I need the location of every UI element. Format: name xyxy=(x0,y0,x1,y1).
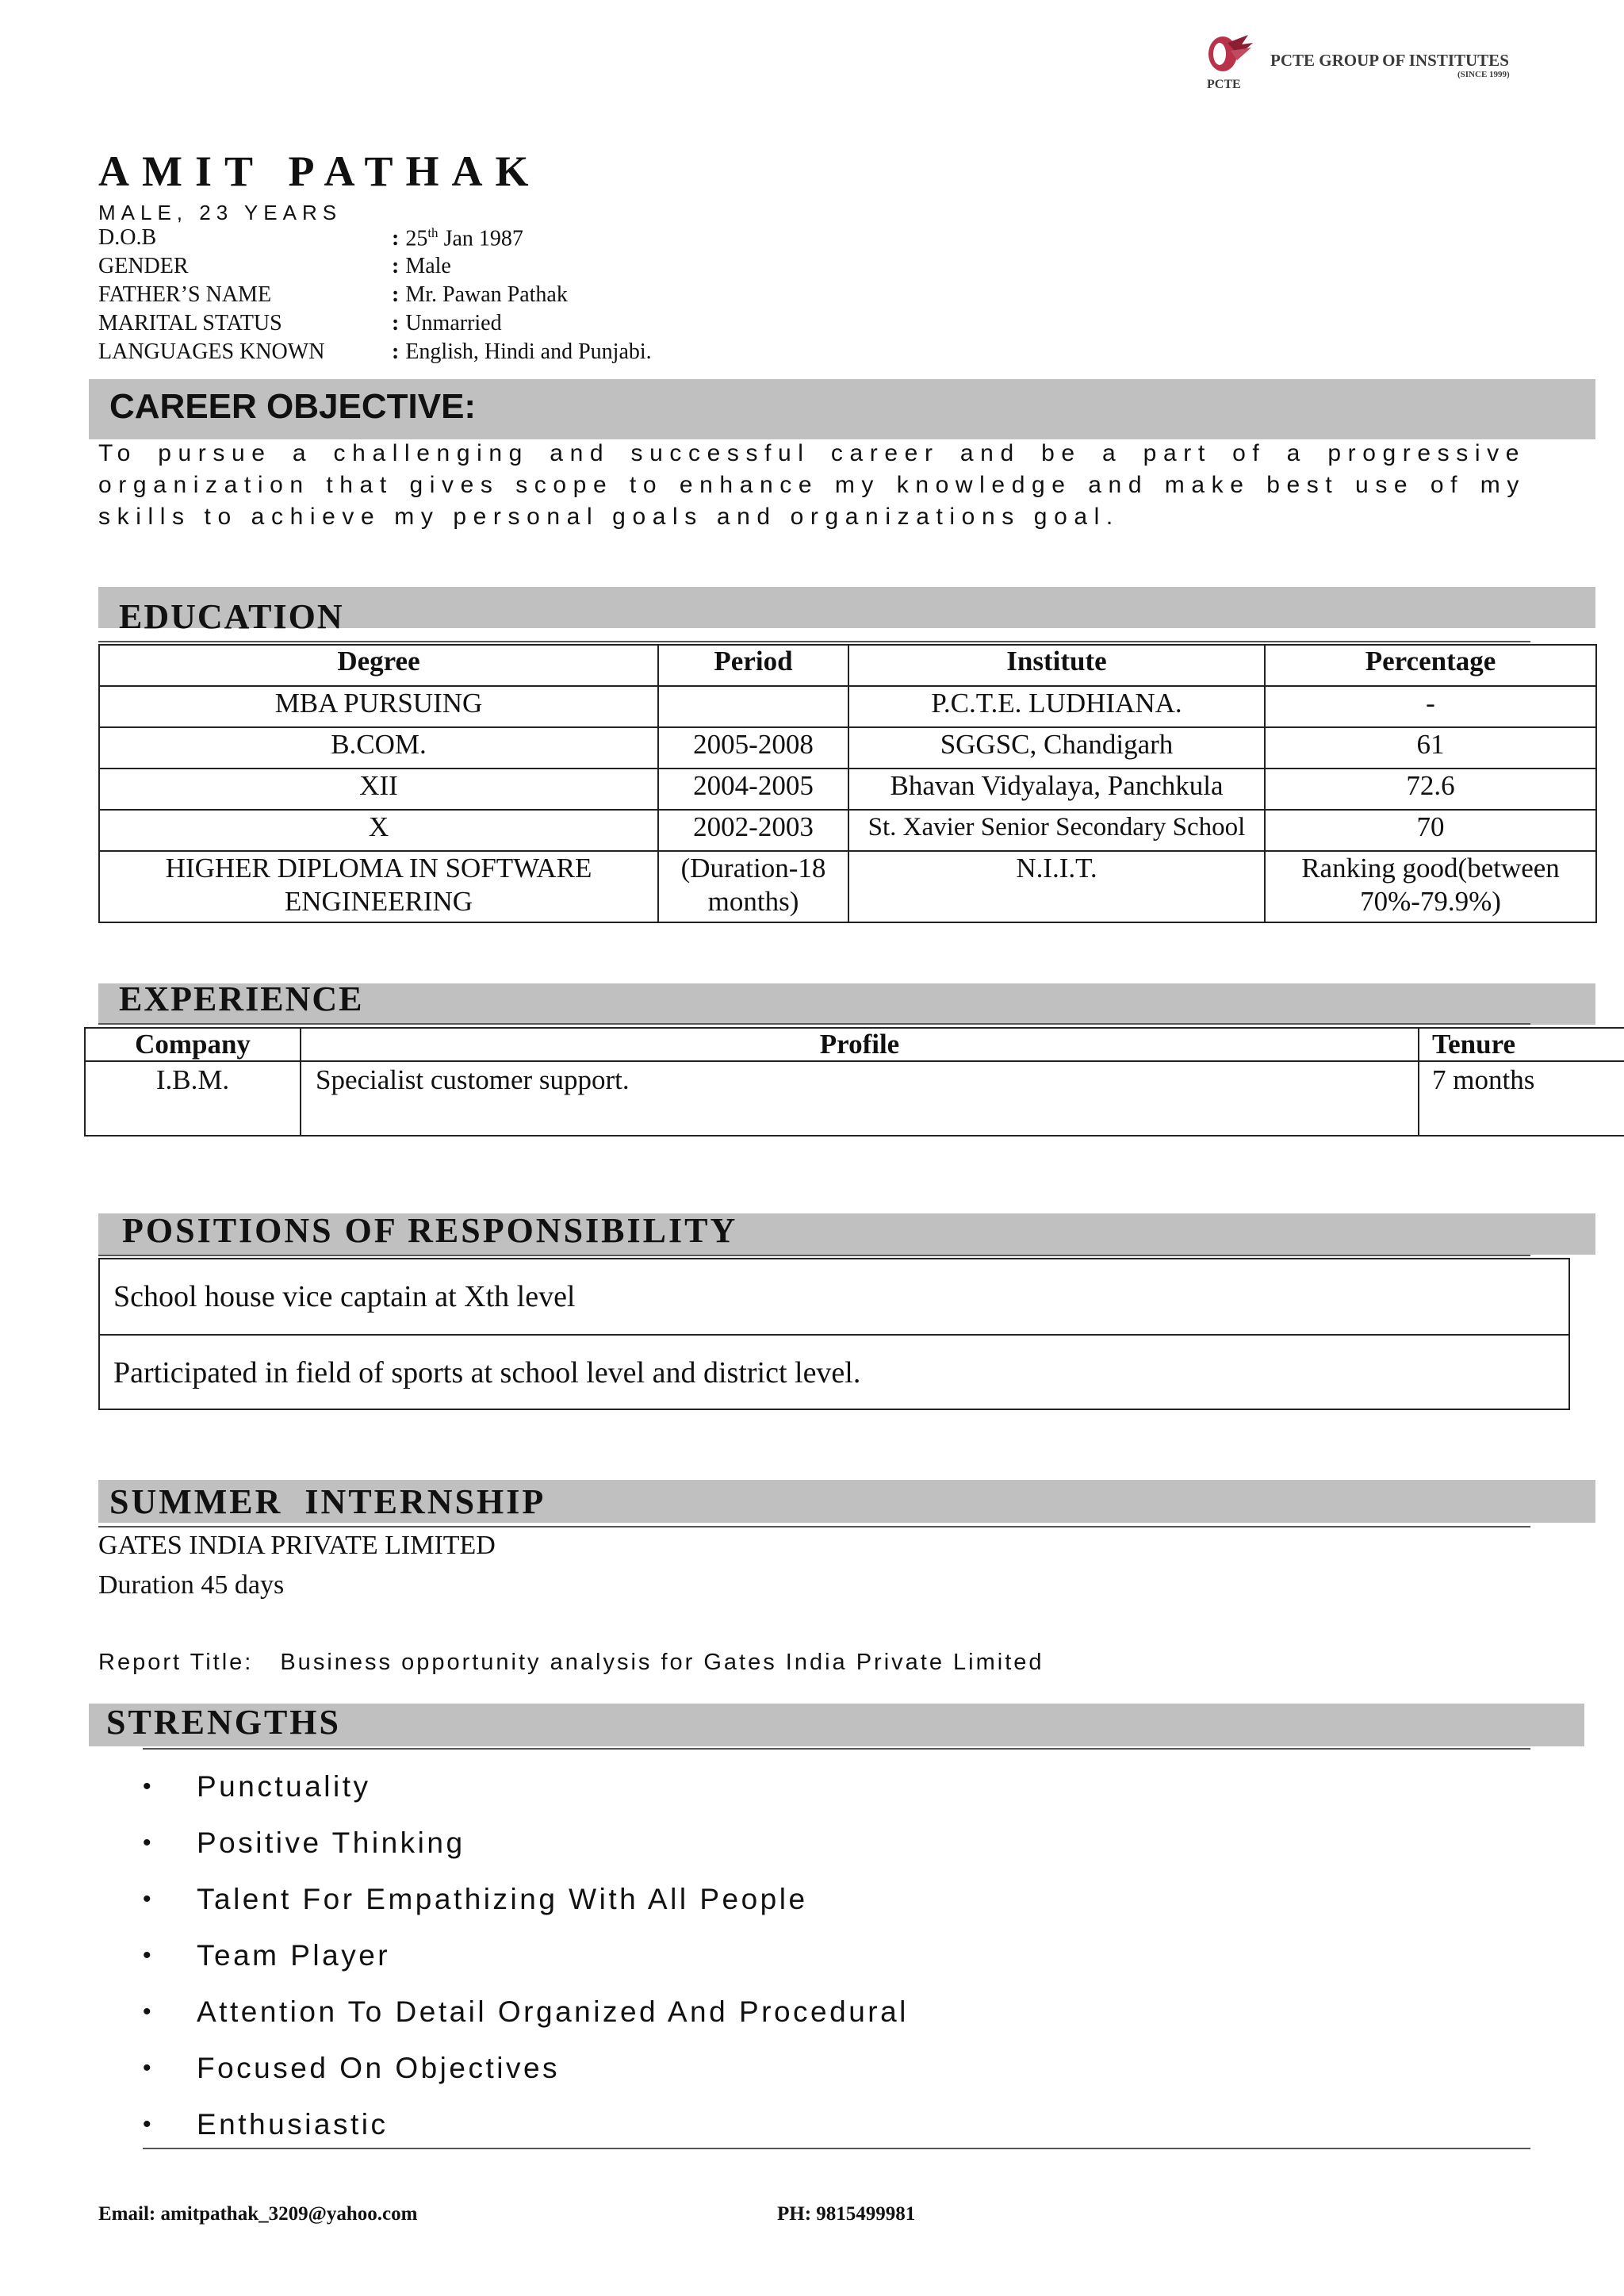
bullet-icon: • xyxy=(143,1773,151,1800)
strengths-list xyxy=(143,1767,909,2161)
column-header-percentage: Percentage xyxy=(1265,645,1596,686)
report-title: Business opportunity analysis for Gates India Private Limited xyxy=(280,1650,1044,1675)
list-item: • Punctuality xyxy=(143,1767,909,1823)
percentage-cell: - xyxy=(1265,686,1596,727)
info-value: : Unmarried xyxy=(392,311,502,335)
institute-cell: St. Xavier Senior Secondary School xyxy=(848,810,1265,851)
info-value: : Mr. Pawan Pathak xyxy=(392,282,568,307)
footer-email: Email: amitpathak_3209@yahoo.com xyxy=(98,2203,418,2225)
report-label: Report Title: xyxy=(98,1650,254,1675)
bullet-icon: • xyxy=(143,1830,151,1856)
bullet-icon: • xyxy=(143,2111,151,2137)
table-row xyxy=(99,686,1596,727)
table-row xyxy=(99,727,1596,769)
info-label: MARITAL STATUS xyxy=(98,311,282,335)
table-row xyxy=(99,810,1596,851)
experience-title: EXPERIENCE xyxy=(119,979,364,1018)
period-cell xyxy=(658,686,848,727)
percentage-cell: 72.6 xyxy=(1265,769,1596,810)
positions-title: POSITIONS OF RESPONSIBILITY xyxy=(122,1211,738,1250)
institute-logo xyxy=(1196,27,1529,103)
percentage-cell: 70 xyxy=(1265,810,1596,851)
candidate-name: AMIT PATHAK xyxy=(98,148,542,195)
degree-cell: MBA PURSUING xyxy=(99,686,658,727)
period-cell: 2004-2005 xyxy=(658,769,848,810)
logo-abbr-text: PCTE xyxy=(1207,78,1241,91)
percentage-cell: Ranking good(between 70%-79.9%) xyxy=(1265,851,1596,922)
education-table xyxy=(98,644,1597,923)
tenure-cell: 7 months xyxy=(1419,1061,1624,1136)
logo-since-text: (SINCE 1999) xyxy=(1457,70,1510,79)
list-item: • Positive Thinking xyxy=(143,1823,909,1880)
internship-company: GATES INDIA PRIVATE LIMITED xyxy=(98,1531,496,1560)
table-header-row xyxy=(99,645,1596,686)
list-item: School house vice captain at Xth level xyxy=(113,1280,576,1313)
info-label: LANGUAGES KNOWN xyxy=(98,339,325,364)
info-value: : English, Hindi and Punjabi. xyxy=(392,339,652,364)
column-header-tenure: Tenure xyxy=(1419,1028,1624,1061)
list-item: • Team Player xyxy=(143,1936,909,1992)
column-header-company: Company xyxy=(85,1028,301,1061)
candidate-subtitle: MALE, 23 YEARS xyxy=(98,201,343,224)
experience-table xyxy=(84,1027,1624,1137)
logo-brand-text: PCTE GROUP OF INSTITUTES xyxy=(1270,51,1509,70)
degree-cell: B.COM. xyxy=(99,727,658,769)
degree-cell: HIGHER DIPLOMA IN SOFTWARE ENGINEERING xyxy=(99,851,658,922)
pcte-emblem-icon xyxy=(1196,27,1259,82)
education-title: EDUCATION xyxy=(119,597,344,636)
strengths-title: STRENGTHS xyxy=(106,1703,341,1742)
period-cell: (Duration-18 months) xyxy=(658,851,848,922)
table-row xyxy=(99,851,1596,922)
bullet-icon: • xyxy=(143,1886,151,1912)
period-cell: 2002-2003 xyxy=(658,810,848,851)
table-header-row xyxy=(85,1028,1624,1061)
column-header-profile: Profile xyxy=(301,1028,1419,1061)
education-underline xyxy=(98,641,1530,642)
list-item: • Attention To Detail Organized And Procedural xyxy=(143,1992,909,2049)
info-value: : Male xyxy=(392,254,451,278)
experience-underline xyxy=(98,1023,1530,1025)
info-label: FATHER’S NAME xyxy=(98,282,272,307)
internship-underline xyxy=(98,1526,1530,1527)
career-objective-text: To pursue a challenging and successful career and be a part of a progressive organization that gives scope to enhance my knowledge and make best use of my skills to achieve my personal goals and organizations goal. xyxy=(98,440,1526,530)
table-row xyxy=(85,1061,1624,1136)
footer-phone: PH: 9815499981 xyxy=(777,2203,916,2225)
degree-cell: X xyxy=(99,810,658,851)
table-row xyxy=(99,769,1596,810)
list-item: • Talent For Empathizing With All People xyxy=(143,1880,909,1936)
column-header-period: Period xyxy=(658,645,848,686)
positions-list xyxy=(98,1258,1570,1410)
internship-report xyxy=(98,1650,1044,1676)
positions-underline xyxy=(98,1255,1530,1256)
institute-cell: N.I.I.T. xyxy=(848,851,1265,922)
list-item: Participated in field of sports at school level and district level. xyxy=(100,1334,1568,1409)
career-objective-title: CAREER OBJECTIVE: xyxy=(109,387,477,426)
institute-cell: P.C.T.E. LUDHIANA. xyxy=(848,686,1265,727)
info-value: : 25th Jan 1987 xyxy=(392,225,523,251)
institute-cell: SGGSC, Chandigarh xyxy=(848,727,1265,769)
internship-duration: Duration 45 days xyxy=(98,1570,285,1600)
degree-cell: XII xyxy=(99,769,658,810)
list-item: • Enthusiastic xyxy=(143,2105,909,2161)
profile-cell: Specialist customer support. xyxy=(301,1061,1419,1136)
strengths-bottom-divider xyxy=(143,2148,1530,2149)
bullet-icon: • xyxy=(143,1942,151,1968)
internship-title: SUMMER INTERNSHIP xyxy=(109,1482,546,1521)
institute-cell: Bhavan Vidyalaya, Panchkula xyxy=(848,769,1265,810)
info-label: D.O.B xyxy=(98,225,157,250)
column-header-institute: Institute xyxy=(848,645,1265,686)
bullet-icon: • xyxy=(143,2055,151,2081)
strengths-underline xyxy=(143,1748,1530,1750)
bullet-icon: • xyxy=(143,1999,151,2025)
column-header-degree: Degree xyxy=(99,645,658,686)
list-item: • Focused On Objectives xyxy=(143,2049,909,2105)
info-label: GENDER xyxy=(98,254,189,278)
company-cell: I.B.M. xyxy=(85,1061,301,1136)
percentage-cell: 61 xyxy=(1265,727,1596,769)
period-cell: 2005-2008 xyxy=(658,727,848,769)
